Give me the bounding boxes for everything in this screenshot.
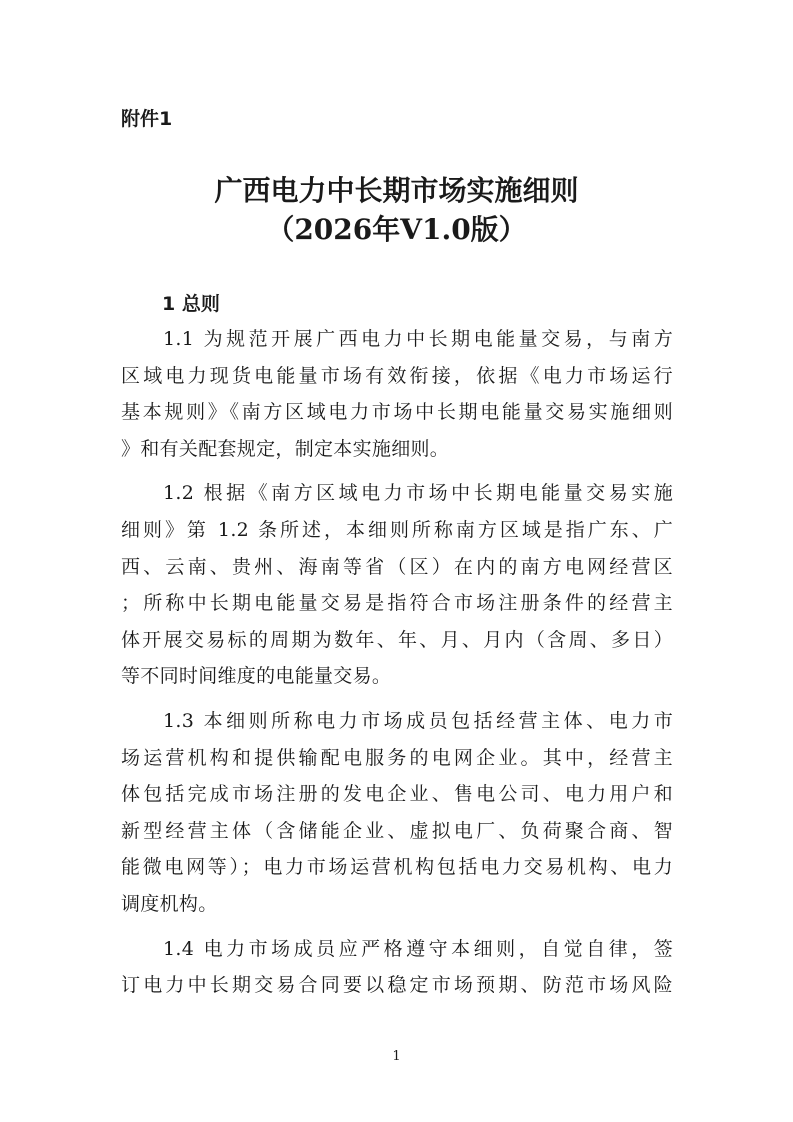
paragraph-line: 体开展交易标的周期为数年、年、月、月内（含周、多日） xyxy=(121,628,673,651)
paragraph-line: 1.2 根据《南方区域电力市场中长期电能量交易实施 xyxy=(163,482,673,505)
page-number: 1 xyxy=(392,1049,401,1064)
paragraph-line: 基本规则》《南方区域电力市场中长期电能量交易实施细则 xyxy=(121,401,673,424)
paragraph-line: 新型经营主体（含储能企业、虚拟电厂、负荷聚合商、智 xyxy=(121,819,673,842)
paragraph-line: 场运营机构和提供输配电服务的电网企业。其中，经营主 xyxy=(121,746,673,769)
paragraph-line: 1.3 本细则所称电力市场成员包括经营主体、电力市 xyxy=(163,709,673,732)
paragraph-line: 调度机构。 xyxy=(121,892,218,915)
paragraph-line: 细则》第 1.2 条所述，本细则所称南方区域是指广东、广 xyxy=(121,518,673,541)
section-heading-general: 1 总则 xyxy=(162,293,220,315)
paragraph-1-4 xyxy=(121,931,673,1004)
paragraph-line: 体包括完成市场注册的发电企业、售电公司、电力用户和 xyxy=(121,783,673,806)
paragraph-1-3 xyxy=(121,703,673,923)
paragraph-line: 订电力中长期交易合同要以稳定市场预期、防范市场风险 xyxy=(121,974,673,997)
document-title: 广西电力中长期市场实施细则 xyxy=(214,174,579,207)
paragraph-1-1 xyxy=(121,321,673,467)
body-text xyxy=(121,321,673,1012)
paragraph-line: 等不同时间维度的电能量交易。 xyxy=(121,665,392,688)
paragraph-line: 1.4 电力市场成员应严格遵守本细则，自觉自律，签 xyxy=(163,937,673,960)
paragraph-1-2 xyxy=(121,475,673,695)
attachment-label: 附件1 xyxy=(121,108,173,130)
document-version: （2026年V1.0版） xyxy=(266,213,527,246)
paragraph-line: 1.1 为规范开展广西电力中长期电能量交易，与南方 xyxy=(163,328,673,350)
paragraph-line: 能微电网等）；电力市场运营机构包括电力交易机构、电力 xyxy=(121,856,673,879)
paragraph-line: 区域电力现货电能量市场有效衔接，依据《电力市场运行 xyxy=(121,364,673,387)
paragraph-line: ；所称中长期电能量交易是指符合市场注册条件的经营主 xyxy=(121,592,673,615)
paragraph-line: 》和有关配套规定，制定本实施细则。 xyxy=(121,437,450,460)
paragraph-line: 西、云南、贵州、海南等省（区）在内的南方电网经营区 xyxy=(121,555,673,578)
